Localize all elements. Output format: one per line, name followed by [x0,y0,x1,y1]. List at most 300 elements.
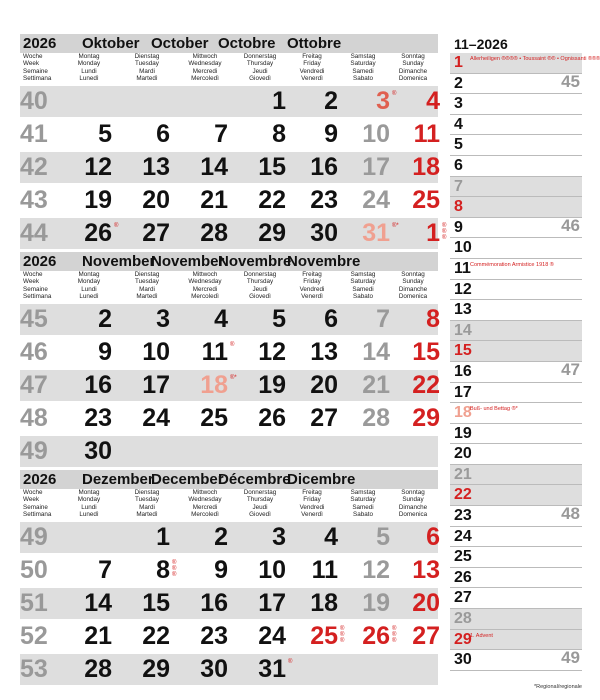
week-row [20,403,438,434]
weekday-label [176,271,234,301]
day-cell: 4 [426,87,440,115]
weekday-label-line: Freitag [302,489,322,496]
weekday-label-line: Samedi [352,285,374,293]
sidebar-day-number: 3 [454,95,463,113]
week-number: 44 [20,219,48,247]
day-cell: 16 [84,371,112,399]
day-cell: 7 [376,305,390,333]
week-row [20,337,438,368]
day-cell: 12 [84,153,112,181]
sidebar-day-row [450,444,582,465]
sidebar-day-number: 6 [454,156,463,174]
day-cell: 9 [324,120,338,148]
weekday-label-line: Martedì [136,511,158,519]
day-cell: 16 [200,589,228,617]
month-name: Décembre [218,471,291,488]
weekday-label-line: Mercredi [192,503,218,511]
weekday-label-line: Mittwoch [192,271,218,278]
weekday-label-line: Mercoledì [191,293,219,301]
holiday-mark: ®®® [392,626,397,644]
sidebar-title: 11–2026 [454,36,508,52]
week-number: 41 [20,120,48,148]
day-cell: 28 [84,655,112,683]
weekday-label-line: Monday [77,496,101,504]
weekday-label-line: Mardi [139,503,155,511]
month-block [20,34,447,252]
sidebar-day-number: 4 [454,115,463,133]
day-cell: 7 [98,556,112,584]
sidebar-day-row [450,650,582,671]
month-name: Ottobre [287,35,342,52]
day-cell: 16 [310,153,338,181]
week-row [20,436,438,467]
sidebar-day-row [450,359,582,383]
day-cell: 6 [324,305,338,333]
weekday-label-line: Venerdì [301,511,323,519]
month-name: October [151,35,209,52]
sidebar-day-note: 1. Advent [470,632,493,639]
sidebar-day-note: Buß- und Bettag ®* [470,406,518,413]
weekday-label-line: Tuesday [135,496,159,504]
sidebar-day-row [450,215,582,239]
month-year: 2026 [23,35,57,52]
sidebar-day-number: 18 [454,404,472,422]
day-cell: 29 [142,655,170,683]
day-cell: 21 [362,371,390,399]
week-number: 52 [20,622,48,650]
weekday-label [176,489,234,519]
weekday-label-line: Lunedì [79,511,99,519]
weekday-label-line: Sonntag [401,489,425,496]
week-number: 53 [20,655,48,683]
weekday-label [234,489,286,519]
weekday-label-line: Saturday [350,496,376,504]
weekday-label-line: Sabato [353,511,373,519]
weekday-label-line: Lunedì [79,75,99,83]
weekday-label-line: Week [23,60,39,68]
week-number: 47 [20,371,48,399]
week-number: 46 [20,338,48,366]
holiday-mark: ® [392,91,397,97]
day-cell: 7 [214,120,228,148]
weekday-label [118,489,176,519]
weekday-label-line: Wednesday [188,278,222,286]
weekday-label-line: Sabato [353,293,373,301]
month-name: Octobre [218,35,276,52]
weekday-label-line: Giovedì [249,511,271,519]
week-row [20,119,438,150]
day-cell: 29 [412,404,440,432]
day-cell: 13 [412,556,440,584]
day-cell: 19 [84,186,112,214]
day-cell: 30 [310,219,338,247]
sidebar-day-number: 10 [454,239,472,257]
weekday-label-line: Martedì [136,293,158,301]
sidebar-day-row [450,94,582,115]
sidebar-day-number: 16 [454,362,472,380]
week-number: 40 [20,87,48,115]
sidebar-day-row [450,238,582,259]
week-number: 45 [20,305,48,333]
sidebar-day-note: Commémoration Armistice 1918 ® [470,261,554,268]
day-cell: 8 [272,120,286,148]
sidebar-day-number: 19 [454,424,472,442]
day-cell: 1 [426,219,440,247]
weekday-label-line: Donnerstag [243,489,277,496]
weekday-label-line: Dienstag [134,489,160,496]
weekday-label-line: Dienstag [134,271,160,278]
weekday-label-line: Donnerstag [243,53,277,60]
day-cell: 15 [412,338,440,366]
weekday-label [338,53,388,83]
weekday-label-line: Week [23,278,39,286]
month-block [20,252,438,470]
day-cell: 2 [98,305,112,333]
weekday-label-line: Semaine [23,503,48,511]
weekday-label-line: Lundi [81,503,97,511]
week-row [20,304,438,335]
weekday-label [234,271,286,301]
sidebar-day-note: Allerheiligen ®®®® • Toussaint ®® • Ognissanti ®®® [470,56,600,62]
weekday-label-line: Martedì [136,75,158,83]
weekday-label [176,53,234,83]
day-cell: 15 [142,589,170,617]
day-cell: 30 [84,437,112,465]
month-name: December [151,471,224,488]
week-row [20,555,438,586]
sidebar-day-number: 23 [454,507,472,525]
weekday-label-line: Settimana [23,511,52,519]
sidebar-day-row [450,485,582,506]
weekday-label-line: Jeudi [252,285,268,293]
sidebar-day-row [450,115,582,136]
weekday-label-line: Giovedì [249,75,271,83]
day-cell: 17 [142,371,170,399]
day-cell: 1 [156,523,170,551]
day-cell: 25 [200,404,228,432]
day-cell: 20 [142,186,170,214]
week-label [23,489,63,519]
sidebar-day-number: 22 [454,486,472,504]
day-cell: 22 [142,622,170,650]
sidebar-days [450,53,600,671]
day-cell: 22 [412,371,440,399]
sidebar-day-row [450,135,582,156]
month-name: Oktober [82,35,140,52]
day-cell: 5 [272,305,286,333]
month-year: 2026 [23,471,57,488]
weekday-label-line: Mercoledì [191,511,219,519]
day-cell: 4 [324,523,338,551]
day-cell: 8 [426,305,440,333]
day-cell: 27 [412,622,440,650]
week-number: 51 [20,589,48,617]
weekday-label-line: Vendredi [299,503,325,511]
sidebar-day-row [450,341,582,362]
week-row [20,152,438,183]
day-cell: 31 [362,219,390,247]
day-cell: 27 [310,404,338,432]
weekday-label-line: Friday [303,278,321,286]
day-cell: 14 [200,153,228,181]
holiday-mark: ® [230,342,235,348]
week-label [23,53,63,83]
weekday-label-line: Mittwoch [192,489,218,496]
weekday-label-line: Woche [23,271,43,278]
day-cell: 27 [142,219,170,247]
day-cell: 25 [412,186,440,214]
week-number: 49 [20,437,48,465]
sidebar-day-number: 24 [454,527,472,545]
weekday-label-line: Wednesday [188,60,222,68]
weekday-label-line: Jeudi [252,67,268,75]
sidebar-day-row [450,156,582,177]
day-cell: 24 [362,186,390,214]
day-cell: 14 [362,338,390,366]
month-year: 2026 [23,253,57,270]
week-number: 50 [20,556,48,584]
weekday-label [118,53,176,83]
week-row [20,370,438,401]
weekday-label-line: Samstag [350,489,376,496]
sidebar-day-row [450,321,582,342]
day-cell: 17 [362,153,390,181]
week-row [20,621,438,652]
day-cell: 23 [200,622,228,650]
month-name: Dicembre [287,471,356,488]
day-cell: 23 [310,186,338,214]
weekday-label-line: Montag [78,53,100,60]
sidebar-day-row [450,280,582,301]
weekday-label-line: Settimana [23,293,52,301]
weekday-label-line: Dimanche [398,503,428,511]
weekday-label [286,53,338,83]
weekday-label-line: Friday [303,496,321,504]
weekday-label-line: Sonntag [401,271,425,278]
sidebar-day-number: 12 [454,280,472,298]
holiday-mark: ®* [392,223,399,229]
month-name: November [151,253,225,270]
month-name: November [82,253,156,270]
day-cell: 10 [142,338,170,366]
weekday-label-line: Settimana [23,75,52,83]
weekday-label-line: Mittwoch [192,53,218,60]
weekday-label-line: Saturday [350,278,376,286]
weekday-labels [20,489,438,522]
sidebar-day-row [450,403,582,424]
sidebar-day-row [450,547,582,568]
month-header [20,34,438,53]
day-cell: 1 [272,87,286,115]
weekday-label-line: Giovedì [249,293,271,301]
sidebar-day-number: 27 [454,589,472,607]
weekday-label-line: Samstag [350,53,376,60]
footnote: *Regional/regionale [533,684,582,690]
weekday-label-line: Thursday [246,278,274,286]
weekday-label-line: Monday [77,60,101,68]
day-cell: 17 [258,589,286,617]
weekday-label-line: Venerdì [301,75,323,83]
weekday-label-line: Dimanche [398,67,428,75]
weekday-label-line: Freitag [302,53,322,60]
day-cell: 11 [201,338,228,366]
day-cell: 22 [258,186,286,214]
weekday-label-line: Freitag [302,271,322,278]
weekday-label-line: Wednesday [188,496,222,504]
weekday-label [338,271,388,301]
weekday-label-line: Dimanche [398,285,428,293]
weekday-label-line: Sabato [353,75,373,83]
weekday-label-line: Vendredi [299,67,325,75]
month-name: Dezember [82,471,154,488]
weekday-label-line: Samedi [352,67,374,75]
week-number: 43 [20,186,48,214]
weekday-label [60,271,118,301]
day-cell: 3 [272,523,286,551]
day-cell: 31 [258,655,286,683]
sidebar-day-row [450,527,582,548]
day-cell: 26 [84,219,112,247]
month-header [20,252,438,271]
sidebar-day-row [450,424,582,445]
sidebar-day-row [450,465,582,486]
week-row [20,218,447,249]
weekday-label-line: Woche [23,489,43,496]
sidebar-day-number: 5 [454,136,463,154]
day-cell: 26 [362,622,390,650]
weekday-label-line: Semaine [23,285,48,293]
weekday-label-line: Vendredi [299,285,325,293]
day-cell: 11 [311,556,338,584]
month-header [20,470,438,489]
day-cell: 26 [258,404,286,432]
day-cell: 9 [214,556,228,584]
weekday-label [338,489,388,519]
sidebar-day-number: 30 [454,651,472,669]
sidebar-day-number: 21 [454,465,472,483]
weekday-label-line: Lundi [81,67,97,75]
day-cell: 2 [214,523,228,551]
sidebar-day-row [450,71,582,95]
day-cell: 12 [258,338,286,366]
day-cell: 24 [258,622,286,650]
weekday-label-line: Semaine [23,67,48,75]
weekday-label-line: Mardi [139,67,155,75]
sidebar-day-number: 28 [454,610,472,628]
day-cell: 18 [310,589,338,617]
sidebar-day-number: 14 [454,321,472,339]
weekday-label-line: Samstag [350,271,376,278]
weekday-label-line: Friday [303,60,321,68]
day-cell: 20 [310,371,338,399]
month-block [20,470,438,688]
sidebar-day-number: 9 [454,218,463,236]
sidebar-day-row [450,609,582,630]
day-cell: 2 [324,87,338,115]
day-cell: 25 [310,622,338,650]
weekday-label-line: Mercredi [192,67,218,75]
sidebar-header [450,34,582,53]
day-cell: 3 [156,305,170,333]
weekday-label [118,271,176,301]
week-number: 48 [20,404,48,432]
sidebar-week-number: 46 [561,215,580,235]
monthly-sidebar [450,34,600,671]
day-cell: 23 [84,404,112,432]
sidebar-day-number: 29 [454,630,472,648]
sidebar-day-number: 15 [454,342,472,360]
day-cell: 9 [98,338,112,366]
weekday-label-line: Week [23,496,39,504]
sidebar-day-number: 11 [454,259,471,277]
week-row [20,522,438,553]
sidebar-week-number: 47 [561,359,580,379]
holiday-mark: ®®® [442,223,447,241]
weekday-label-line: Montag [78,489,100,496]
weekday-label-line: Lundi [81,285,97,293]
weekday-label-line: Tuesday [135,278,159,286]
sidebar-day-number: 25 [454,548,472,566]
weekday-label [388,489,438,519]
sidebar-day-row [450,259,582,280]
weekday-label [60,489,118,519]
weekday-label [234,53,286,83]
sidebar-day-number: 2 [454,74,463,92]
day-cell: 24 [142,404,170,432]
day-cell: 28 [362,404,390,432]
month-name: Novembre [287,253,361,270]
weekday-label-line: Thursday [246,60,274,68]
day-cell: 4 [214,305,228,333]
sidebar-day-number: 26 [454,568,472,586]
day-cell: 6 [156,120,170,148]
day-cell: 21 [200,186,228,214]
sidebar-day-row [450,588,582,609]
holiday-mark: ® [114,223,119,229]
day-cell: 14 [84,589,112,617]
weekday-labels [20,53,438,86]
weekday-label-line: Mercoledì [191,75,219,83]
sidebar-day-row [450,630,582,651]
weekday-label-line: Tuesday [135,60,159,68]
weekday-label [286,489,338,519]
day-cell: 13 [142,153,170,181]
week-number: 42 [20,153,48,181]
weekday-label-line: Domenica [398,293,428,301]
weekday-label-line: Domenica [398,511,428,519]
day-cell: 29 [258,219,286,247]
weekday-label [388,53,438,83]
weekday-label-line: Mardi [139,285,155,293]
day-cell: 13 [310,338,338,366]
sidebar-day-row [450,383,582,404]
day-cell: 3 [376,87,390,115]
day-cell: 30 [200,655,228,683]
weekday-label [286,271,338,301]
month-name: Novembre [218,253,292,270]
week-row [20,86,438,117]
weekday-label-line: Sonntag [401,53,425,60]
day-cell: 18 [200,371,228,399]
weekday-label-line: Domenica [398,75,428,83]
sidebar-day-number: 17 [454,383,472,401]
sidebar-day-number: 13 [454,301,472,319]
weekday-label-line: Monday [77,278,101,286]
sidebar-day-row [450,506,582,527]
sidebar-day-row [450,53,600,74]
day-cell: 28 [200,219,228,247]
weekday-label-line: Sunday [402,496,424,504]
